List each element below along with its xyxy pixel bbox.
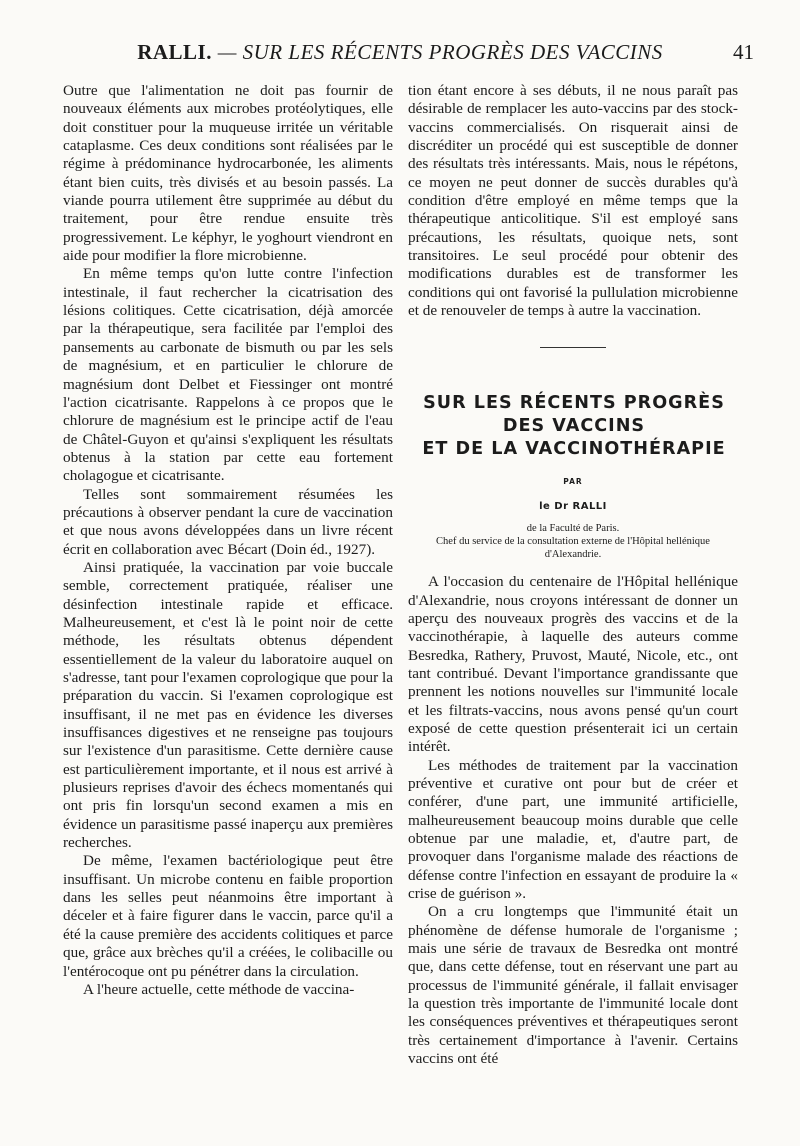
section-separator	[540, 347, 606, 348]
article-title-line-3: ET DE LA VACCINOTHÉRAPIE	[422, 439, 726, 460]
running-title-author: RALLI.	[137, 40, 212, 64]
byline	[408, 473, 738, 516]
affiliation-line-2: Chef du service de la consultation externe de l'Hôpital hellénique	[436, 536, 710, 548]
left-paragraph-2: En même temps qu'on lutte contre l'infection intestinale, il faut rechercher la cicatrisation des lésions colitiques. Cette cicatrisation, déjà amorcée par la thérapeutique, sera facilitée par l'emploi des pansements au carbonate de bismuth ou par les sels de magnésium, et en particulier le chlorure de magnésium dont Delbet et Fiessinger ont montré l'action cicatrisante. Rappelons à ce propos que le chlorure de magnésium est le principe actif de l'eau de Châtel-Guyon et qu'ainsi s'expliquent les résultats obtenus à la station par cette eau fortement cholagogue et cicatrisante.	[63, 265, 393, 485]
left-paragraph-5: De même, l'examen bactériologique peut être insuffisant. Un microbe contenu en faible proportion dans les selles peut néanmoins être important à déceler et à faire figurer dans le vaccin, parce qu'il a été la cause première des accidents colitiques et parce que, grâce aux brèches qu'il a créées, le colibacille ou l'entérocoque ont pu pénétrer dans la circulation.	[63, 852, 393, 980]
affiliation-line-3: d'Alexandrie.	[544, 549, 602, 561]
author-affiliation	[408, 522, 738, 561]
running-header	[0, 40, 800, 72]
right-column	[408, 82, 738, 1068]
article-paragraph-3: On a cru longtemps que l'immunité était un phénomène de défense humorale de l'organisme ; mais une série de travaux de Besredka ont montré que, dans cette défense, tout en réservant une part au processus de l'immunité générale, il fallait envisager la question très importante de l'immunité locale dont les conséquences préventives et thérapeutiques seront très certainement d'importance à l'avenir. Certains vaccins ont été	[408, 903, 738, 1068]
article-paragraph-2: Les méthodes de traitement par la vaccination préventive et curative ont pour but de créer et conférer, d'une part, une immunité artificielle, malheureusement beaucoup moins durable que celle obtenue par une maladie, et, d'autre part, de provoquer dans l'organisme malade des réactions de défense contre l'infection en essayant de produire la « crise de guérison ».	[408, 756, 738, 902]
article-paragraph-1: A l'occasion du centenaire de l'Hôpital hellénique d'Alexandrie, nous croyons intéressant de donner un aperçu des nouveaux progrès des vaccins et de la vaccinothérapie, à laquelle des auteurs comme Besredka, Rathery, Pruvost, Mauté, Nicole, etc., ont tant contribué. Devant l'importance grandissante que prennent les notions nouvelles sur l'immunité locale et les filtrats-vaccins, nous avons pensé qu'un court exposé de cette question présenterait ici un certain intérêt.	[408, 573, 738, 756]
article-title-line-1: SUR LES RÉCENTS PROGRÈS	[423, 393, 725, 414]
running-title-text: — SUR LES RÉCENTS PROGRÈS DES VACCINS	[211, 40, 663, 64]
left-paragraph-4: Ainsi pratiquée, la vaccination par voie buccale semble, correctement pratiquée, réaliser une désinfection intestinale rapide et efficace. Malheureusement, et c'est là le point noir de cette méthode, les résultats obtenus dépendent essentiellement de la valeur du laboratoire auquel on s'adresse, tant pour l'examen coprologique que pour la préparation du vaccin. Si l'examen coprologique est insuffisant, il ne met pas en évidence les diverses insuffisances digestives et ne renseigne pas toujours sur l'existence d'un parasitisme. Cette dernière cause est particulièrement importante, et il nous est arrivé à plusieurs reprises d'avoir des échecs momentanés qui ont pris fin lorsqu'un second examen a mis en évidence un parasitisme passé inaperçu aux premières recherches.	[63, 558, 393, 852]
left-paragraph-3: Telles sont sommairement résumées les précautions à observer pendant la cure de vaccination et que nous avons développées dans un livre récent écrit en collaboration avec Bécart (Doin éd., 1927).	[63, 485, 393, 558]
byline-author: le Dr RALLI	[539, 500, 607, 512]
page-number: 41	[733, 40, 754, 64]
article-title-line-2: DES VACCINS	[502, 416, 646, 437]
running-title	[0, 40, 800, 65]
article-title	[402, 392, 746, 461]
byline-par: PAR	[563, 477, 583, 487]
left-paragraph-1: Outre que l'alimentation ne doit pas fournir de nouveaux éléments aux microbes protéolytiques, elle doit constituer pour la muqueuse irritée un véritable cataplasme. Ces deux conditions sont réalisées par le régime à prédominance hydrocarbonée, les aliments étant bien cuits, très divisés et au besoin passés. La viande pourra utilement être supprimée au début du traitement, pour être rendue ensuite très progressivement. Le képhyr, le yoghourt viendront en aide pour modifier la flore microbienne.	[63, 82, 393, 265]
left-paragraph-6: A l'heure actuelle, cette méthode de vaccina-	[83, 980, 355, 998]
left-column	[63, 82, 393, 999]
right-continuation-paragraph: tion étant encore à ses débuts, il ne nous paraît pas désirable de remplacer les auto-vaccins par des stock-vaccins commercialisés. On risquerait ainsi de discréditer un procédé qui est susceptible de donner des résultats très intéressants. Mais, nous le répétons, ce moyen ne peut donner de succès durables qu'à condition d'être employé en même temps que la thérapeutique anticolitique. S'il est employé sans précautions, les résultats, quoique nets, sont transitoires. Le seul procédé pour obtenir des modifications durables est de transformer les conditions qui ont favorisé la pullulation microbienne et de renouveler de temps à autre la vaccination.	[408, 82, 738, 320]
affiliation-line-1: de la Faculté de Paris.	[526, 523, 620, 535]
